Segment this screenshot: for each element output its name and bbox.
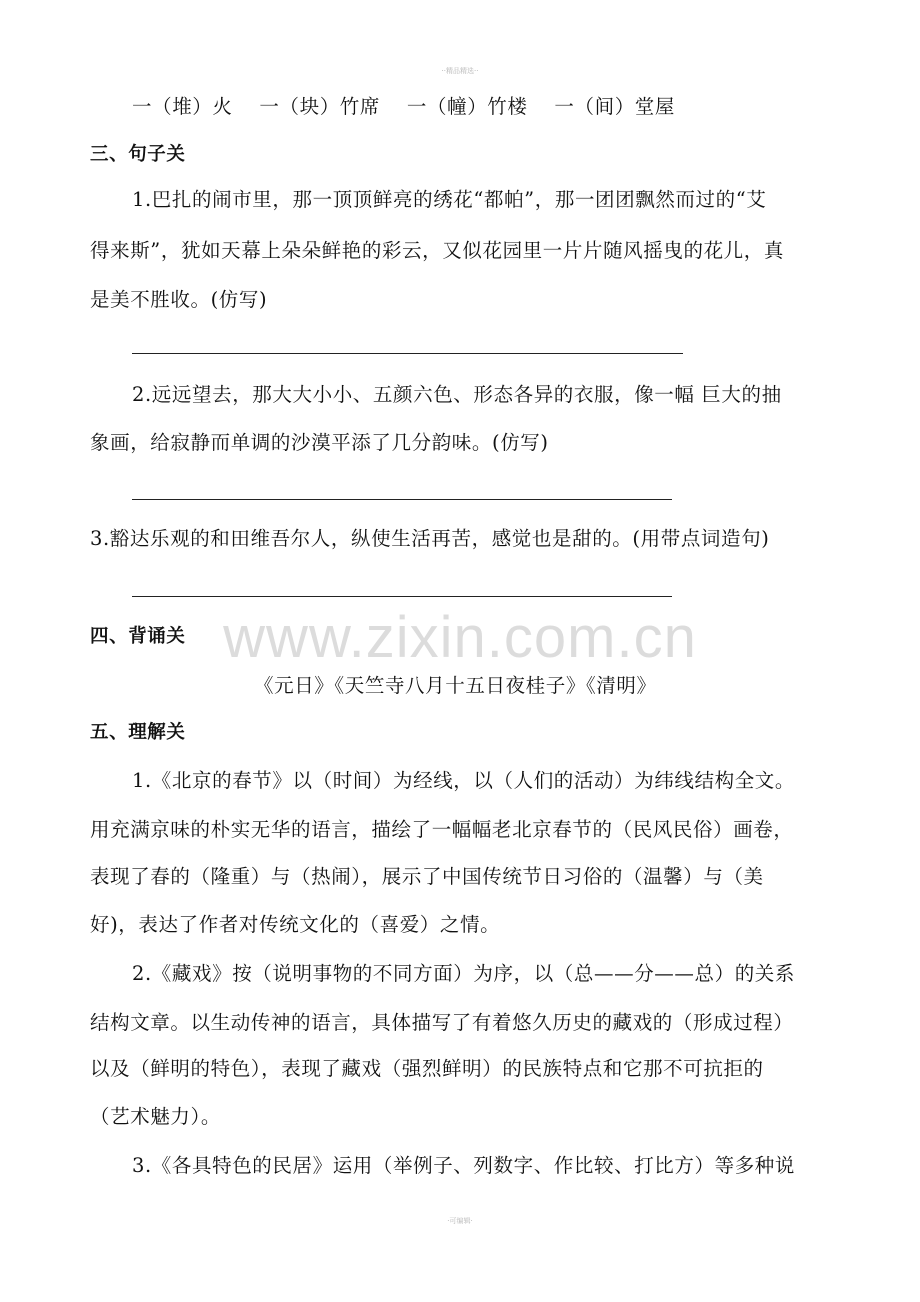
page-header-mark: ··精品精选·· [441,67,479,75]
p2-line-2: 结构文章。以生动传神的语言，具体描写了有着悠久历史的藏戏的（形成过程） [90,1011,794,1034]
section-5-heading: 五、理解关 [90,722,186,743]
p3-line-1: 3.《各具特色的民居》运用（举例子、列数字、作比较、打比方）等多种说 [132,1154,796,1177]
recitation-titles: 《元日》《天竺寺八月十五日夜桂子》《清明》 [254,674,657,697]
p2-line-1: 2.《藏戏》按（说明事物的不同方面）为序，以（总——分——总）的关系 [132,962,796,985]
q2-answer-line[interactable] [132,499,672,500]
q1-line-3: 是美不胜收。(仿写) [90,288,268,311]
p1-line-4: 好)，表达了作者对传统文化的（喜爱）之情。 [90,913,501,936]
section-3-heading: 三、句子关 [90,144,186,165]
measure-words-line: 一（堆）火 一（块）竹席 一（幢）竹楼 一（间）堂屋 [132,95,675,118]
q3-line-1: 3.豁达乐观的和田维吾尔人，纵使生活再苦，感觉也是甜的。(用带点词造句) [90,527,770,550]
q2-line-1: 2.远远望去，那大大小小、五颜六色、形态各异的衣服，像一幅 巨大的抽 [132,383,782,406]
q3-answer-line[interactable] [132,596,672,597]
q1-line-2: 得来斯”，犹如天幕上朵朵鲜艳的彩云，又似花园里一片片随风摇曳的花儿，真 [90,239,784,262]
q2-line-2: 象画，给寂静而单调的沙漠平添了几分韵味。(仿写) [90,431,549,454]
p1-line-1: 1.《北京的春节》以（时间）为经线，以（人们的活动）为纬线结构全文。 [132,769,796,792]
q1-answer-line[interactable] [132,353,683,354]
page-footer-mark: ·可编辑· [447,1217,473,1225]
p1-line-2: 用充满京味的朴实无华的语言，描绘了一幅幅老北京春节的（民风民俗）画卷， [90,818,794,841]
section-4-heading: 四、背诵关 [90,626,186,647]
p1-line-3: 表现了春的（隆重）与（热闹），展示了中国传统节日习俗的（温馨）与（美 [90,865,764,888]
p2-line-3: 以及（鲜明的特色），表现了藏戏（强烈鲜明）的民族特点和它那不可抗拒的 [90,1057,764,1080]
watermark: www.zixin.com.cn [223,605,697,670]
q1-line-1: 1.巴扎的闹市里，那一顶顶鲜亮的绣花“都帕”，那一团团飘然而过的“艾 [132,188,767,211]
p2-line-4: （艺术魅力）。 [90,1105,221,1128]
